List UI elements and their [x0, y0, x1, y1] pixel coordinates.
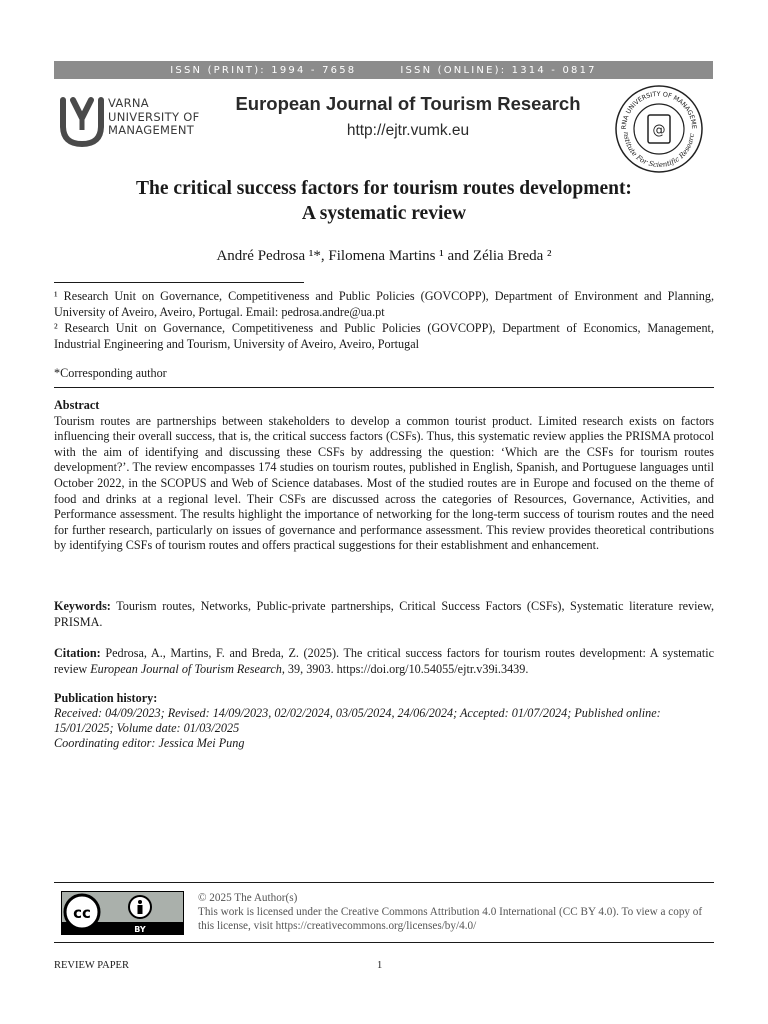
- affiliations: [54, 288, 714, 352]
- cc-label: cc: [73, 904, 91, 922]
- svg-text:VARNA UNIVERSITY OF MANAGEMENT: RNA UNIVERSITY OF MANAGEME: [619, 89, 699, 130]
- journal-name: European Journal of Tourism Research: [235, 93, 581, 114]
- keywords-section: [54, 598, 714, 630]
- journal-url-link[interactable]: http://ejtr.vumk.eu: [346, 122, 470, 139]
- citation-journal: European Journal of Tourism Research: [90, 662, 282, 676]
- svg-text:@: @: [652, 123, 666, 138]
- footer-top-divider: [54, 882, 714, 883]
- corresponding-author-note: *Corresponding author: [54, 366, 167, 380]
- cc-by-badge[interactable]: [61, 891, 184, 935]
- paper-title: [54, 176, 714, 226]
- issn-bar: [54, 61, 713, 79]
- authors: André Pedrosa ¹*, Filomena Martins ¹ and Zélia Breda ²: [216, 248, 552, 264]
- license-notice: [198, 891, 718, 934]
- citation-text: Pedrosa, A., Martins, F. and Breda, Z. (2025). The critical success factors for tourism routes development: A systematic review: [54, 646, 714, 676]
- issn-online: ISSN (ONLINE): 1314 - 0817: [400, 64, 597, 76]
- seal-icon: [614, 84, 704, 174]
- cc-by-icon: [62, 892, 183, 934]
- university-line-1: VARNA: [108, 96, 149, 110]
- history-dates: Received: 04/09/2023; Revised: 14/09/2023, 02/02/2024, 03/05/2024, 24/06/2024; Accepted: 01/07/2024; Published online: 15/01/2025; Volume date: 01/03/2025: [54, 706, 661, 735]
- citation-doi[interactable]: , 39, 3903. https://doi.org/10.54055/ejtr.v39i.3439.: [281, 662, 529, 676]
- copyright-line: © 2025 The Author(s): [198, 892, 298, 904]
- footer-bottom-divider: [54, 942, 714, 943]
- abstract-heading: Abstract: [54, 398, 100, 412]
- institute-seal: [614, 84, 704, 174]
- abstract-text: Tourism routes are partnerships between stakeholders to develop a common tourist product. Limited research exists on factors influencing their overall success, that is, the critical success factors (CSFs). Thus, this systematic review applies the PRISMA protocol with the aim of identifying and discussing these CSFs by addressing the question: ‘Which are the CSFs for tourism routes development?’. The review encompasses 174 studies on tourism routes, published in English, Spanish, and Portuguese languages until October 2022, in the SCOPUS and Web of Science databases. Most of the studied routes are in Europe and focused on the theme of food and drinks at a regional level. Their CSFs are discussed across the categories of Resources, Governance, Activities, and Performance assessment. The results highlight the importance of networking for the long-term success of tourism routes and the need for further research, particularly on issues of governance and performance assessment. This review provides theoretical contributions by identifying CSFs of tourism routes and offers practical suggestions for their establishment and enhancement.: [54, 413, 714, 553]
- university-line-2: UNIVERSITY OF: [108, 109, 200, 124]
- affiliation-divider: [54, 282, 304, 283]
- publication-history: [54, 691, 714, 751]
- vum-logo-icon: [60, 96, 104, 148]
- paper-title-line-2: A systematic review: [301, 203, 467, 224]
- issn-print: ISSN (PRINT): 1994 - 7658: [170, 64, 357, 76]
- license-text: This work is licensed under the Creative Commons Attribution 4.0 International (CC BY 4.0). To view a copy of this license, visit https://creativecommons.org/licenses/by/4.0/: [198, 906, 703, 933]
- citation-label: Citation:: [54, 646, 101, 660]
- university-line-3: MANAGEMENT: [108, 123, 195, 137]
- by-label: BY: [134, 925, 146, 934]
- history-heading: Publication history:: [54, 691, 158, 705]
- page-number: 1: [377, 960, 383, 971]
- svg-text:Institute For Scientific Resea: nstitute For Scientific Researc: [621, 131, 697, 170]
- abstract-section: [54, 398, 714, 554]
- citation-section: [54, 645, 714, 677]
- paper-title-line-1: The critical success factors for tourism routes development:: [136, 178, 632, 199]
- affiliation-1: ¹ Research Unit on Governance, Competitiveness and Public Policies (GOVCOPP), Department of Environment and Planning, University of Aveiro, Aveiro, Portugal. Email: pedrosa.andre@ua.pt: [54, 289, 714, 319]
- keywords-text: Tourism routes, Networks, Public-private partnerships, Critical Success Factors (CSFs), Systematic literature review, PRISMA.: [54, 599, 715, 629]
- abstract-divider: [54, 387, 714, 388]
- university-logo: [60, 96, 230, 148]
- paper-type: REVIEW PAPER: [54, 960, 129, 971]
- keywords-label: Keywords:: [54, 599, 111, 613]
- history-editor: Coordinating editor: Jessica Mei Pung: [54, 736, 245, 750]
- affiliation-2: ² Research Unit on Governance, Competitiveness and Public Policies (GOVCOPP), Department of Economics, Management, Industrial Engineering and Tourism, University of Aveiro, Aveiro, Portugal: [54, 321, 714, 351]
